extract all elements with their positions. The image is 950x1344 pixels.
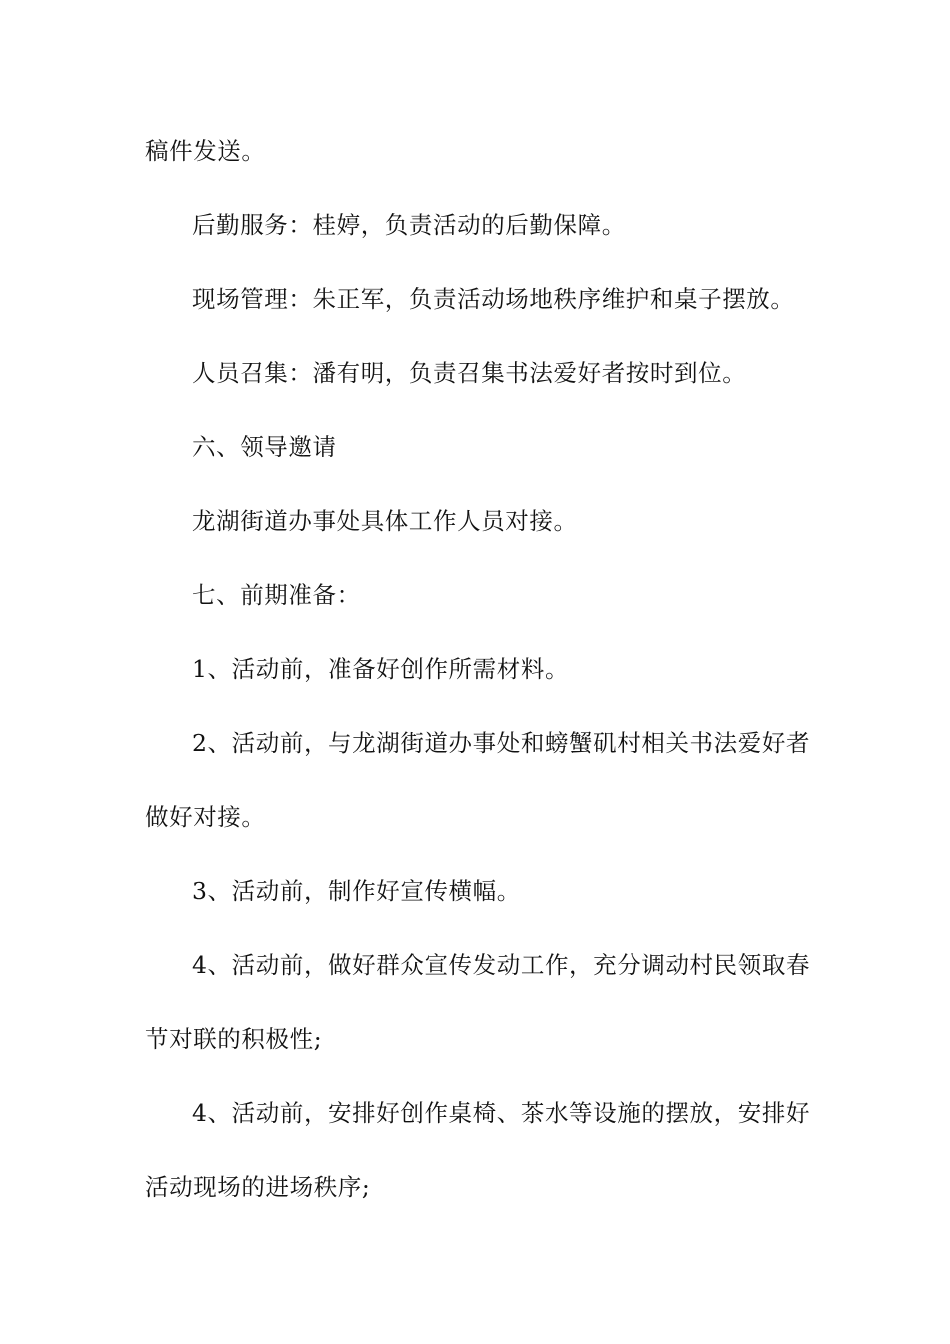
list-item-continuation: 活动现场的进场秩序; bbox=[145, 1173, 371, 1201]
text-line: 稿件发送。 bbox=[145, 137, 266, 165]
section-heading: 七、前期准备： bbox=[192, 581, 361, 609]
text-line: 后勤服务：桂婷，负责活动的后勤保障。 bbox=[192, 211, 626, 239]
text-line: 龙湖街道办事处具体工作人员对接。 bbox=[192, 507, 578, 535]
list-item: 4、活动前，做好群众宣传发动工作，充分调动村民领取春 bbox=[192, 951, 811, 979]
list-item: 4、活动前，安排好创作桌椅、茶水等设施的摆放，安排好 bbox=[192, 1099, 811, 1127]
document-body bbox=[145, 131, 810, 1241]
list-item: 2、活动前，与龙湖街道办事处和螃蟹矶村相关书法爱好者 bbox=[192, 729, 811, 757]
text-line: 现场管理：朱正军，负责活动场地秩序维护和桌子摆放。 bbox=[192, 285, 795, 313]
text-line: 人员召集：潘有明，负责召集书法爱好者按时到位。 bbox=[192, 359, 747, 387]
list-item: 3、活动前，制作好宣传横幅。 bbox=[192, 877, 521, 905]
section-heading: 六、领导邀请 bbox=[192, 433, 337, 461]
list-item-continuation: 做好对接。 bbox=[145, 803, 266, 831]
list-item-continuation: 节对联的积极性; bbox=[145, 1025, 323, 1053]
list-item: 1、活动前，准备好创作所需材料。 bbox=[192, 655, 570, 683]
